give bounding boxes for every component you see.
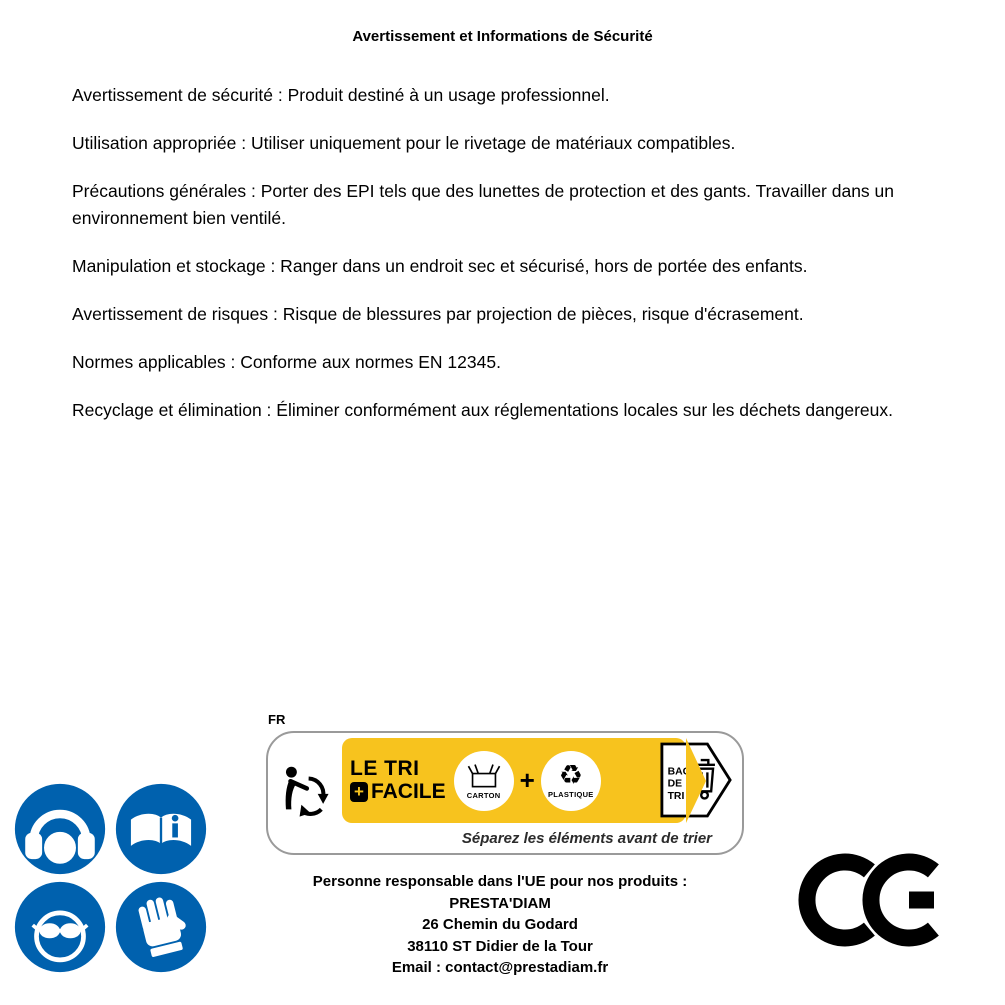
plus-box-icon: + bbox=[350, 782, 368, 802]
ear-protection-icon bbox=[13, 782, 110, 876]
address-line-1: 26 Chemin du Godard bbox=[422, 916, 578, 933]
country-code-label: FR bbox=[268, 712, 286, 727]
safety-paragraph: Avertissement de sécurité : Produit destiné à un usage professionnel. bbox=[72, 85, 610, 105]
safety-paragraph: Utilisation appropriée : Utiliser uniquement pour le rivetage de matériaux compatibles. bbox=[72, 133, 736, 153]
carton-material-badge bbox=[454, 751, 514, 811]
safety-pictograms bbox=[13, 782, 211, 974]
safety-text-block bbox=[72, 82, 928, 445]
carton-box-icon bbox=[466, 762, 502, 790]
plastique-material-badge bbox=[541, 751, 601, 811]
recycle-icon: ♻ bbox=[558, 760, 583, 790]
le-tri-facile-text: LE TRI + FACILE bbox=[350, 757, 446, 803]
safety-paragraph: Manipulation et stockage : Ranger dans un endroit sec et sécurisé, hors de portée des enfants. bbox=[72, 256, 808, 276]
responsible-intro: Personne responsable dans l'UE pour nos produits : bbox=[312, 873, 688, 890]
sorting-label-main bbox=[342, 733, 742, 853]
page-title: Avertissement et Informations de Sécurité bbox=[352, 28, 653, 45]
sorting-tagline: Séparez les éléments avant de trier bbox=[461, 829, 712, 847]
svg-text:BAC: BAC bbox=[667, 766, 691, 778]
email-line: Email : contact@prestadiam.fr bbox=[391, 959, 609, 976]
safety-paragraph: Recyclage et élimination : Éliminer conformément aux réglementations locales sur les déchets dangereux. bbox=[72, 400, 893, 420]
carton-label: CARTON bbox=[466, 790, 501, 800]
responsible-person-block bbox=[240, 871, 760, 979]
company-name: PRESTA'DIAM bbox=[449, 894, 551, 912]
ce-mark-icon bbox=[797, 849, 947, 951]
triman-icon bbox=[268, 733, 342, 853]
safety-paragraph: Avertissement de risques : Risque de blessures par projection de pièces, risque d'écrasement. bbox=[72, 304, 804, 324]
sorting-label-yellow-band bbox=[342, 738, 691, 823]
bac-de-tri-chevron bbox=[660, 740, 732, 820]
plus-separator: + bbox=[519, 765, 535, 795]
sorting-info-label bbox=[266, 731, 744, 855]
address-line-2: 38110 ST Didier de la Tour bbox=[407, 937, 593, 955]
eye-protection-icon bbox=[13, 880, 110, 974]
safety-paragraph: Précautions générales : Porter des EPI tels que des lunettes de protection et des gants. Travailler dans un environnement bien ventilé. bbox=[72, 181, 895, 228]
read-manual-icon bbox=[114, 782, 211, 876]
gloves-icon bbox=[114, 880, 211, 974]
svg-text:DE: DE bbox=[667, 778, 683, 790]
plastique-label: PLASTIQUE bbox=[547, 790, 594, 799]
svg-text:TRI: TRI bbox=[667, 790, 685, 802]
safety-paragraph: Normes applicables : Conforme aux normes EN 12345. bbox=[72, 352, 501, 372]
